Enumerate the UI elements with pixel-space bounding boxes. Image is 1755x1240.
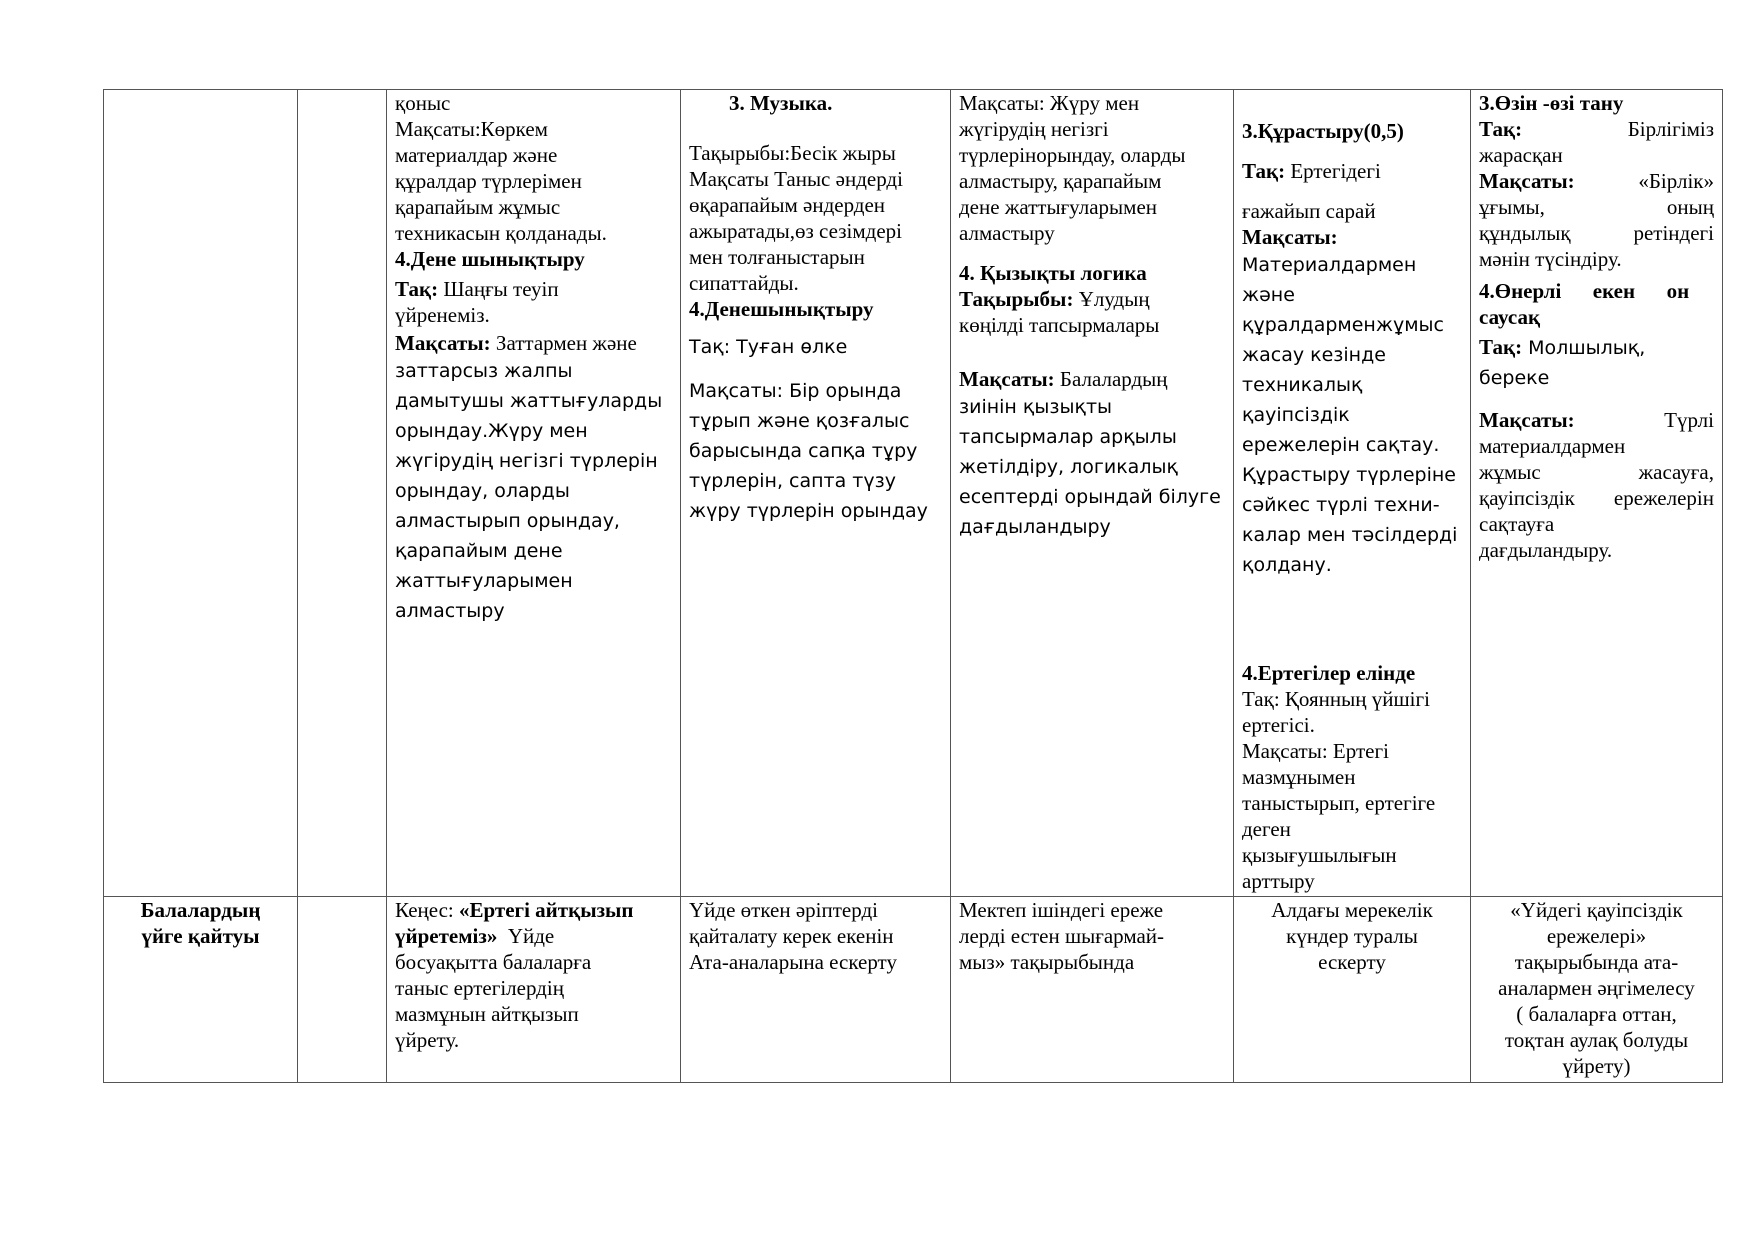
text-line: алмастырып орындау, bbox=[395, 510, 620, 532]
text-line: Алдағы мерекелік bbox=[1271, 898, 1433, 922]
value: Үйде bbox=[497, 924, 555, 948]
text-line: қауіпсіздік ережелерін bbox=[1479, 486, 1714, 510]
label: Тақырыбы: bbox=[959, 287, 1074, 311]
text-line: ( балаларға оттан, bbox=[1516, 1002, 1677, 1026]
table-cell bbox=[681, 897, 951, 1083]
row-label-cell bbox=[104, 897, 298, 1083]
table-row bbox=[104, 90, 1723, 897]
text-line: алмастыру, қарапайым bbox=[959, 169, 1162, 193]
text-line: жүру түрлерін орындау bbox=[689, 500, 928, 522]
text-line: Ата-аналарына ескерту bbox=[689, 950, 897, 974]
value: Бірлігіміз bbox=[1627, 117, 1714, 141]
text-line: сипаттайды. bbox=[689, 271, 799, 295]
text-line: лерді естен шығармай- bbox=[959, 924, 1165, 948]
text-line: Құрастыру түрлеріне bbox=[1242, 464, 1456, 486]
value: Заттармен және bbox=[490, 331, 637, 355]
section-title: 4.Денешынықтыру bbox=[689, 297, 874, 321]
text-line: дамытушы жаттығуларды bbox=[395, 390, 663, 412]
label: Мақсаты: bbox=[959, 367, 1055, 391]
text-line: ғажайып сарай bbox=[1242, 199, 1376, 223]
label: Тақ: bbox=[395, 277, 439, 301]
text-line: түрлерін, сапта түзу bbox=[689, 470, 896, 492]
text-line: мыз» тақырыбында bbox=[959, 950, 1135, 974]
text-line: Мақсаты: Ертегі bbox=[1242, 739, 1389, 763]
text-line: ертегісі. bbox=[1242, 713, 1315, 737]
empty-cell bbox=[298, 897, 387, 1083]
bold-text: үйретеміз» bbox=[395, 924, 498, 948]
text-line: алмастыру bbox=[395, 600, 505, 622]
text-line: арттыру bbox=[1242, 869, 1315, 893]
text-line: тұрып және қозғалыс bbox=[689, 410, 910, 432]
text-line: қарапайым жұмыс bbox=[395, 195, 561, 219]
value: Ұлудың bbox=[1073, 287, 1150, 311]
row-label-line: Балалардың bbox=[140, 898, 261, 922]
text-line: Мақсаты Таныс әндерді bbox=[689, 167, 903, 191]
text-line: сақтауға bbox=[1479, 512, 1555, 536]
text-line: таныс ертегілердің bbox=[395, 976, 564, 1000]
text-line: Материалдармен bbox=[1242, 254, 1417, 276]
text-line: тақырыбында ата- bbox=[1514, 950, 1679, 974]
value: Балалардың bbox=[1054, 367, 1168, 391]
text-line: орындау, оларды bbox=[395, 480, 570, 502]
text-line: үйрету) bbox=[1562, 1054, 1631, 1078]
value: Шаңғы теуіп bbox=[438, 277, 559, 301]
text-line: ұғымы, оның bbox=[1479, 195, 1714, 219]
text-line: дене жаттығуларымен bbox=[959, 195, 1158, 219]
table-cell bbox=[1471, 897, 1723, 1083]
text-line: мазмұнымен bbox=[1242, 765, 1356, 789]
text-line: материалдар және bbox=[395, 143, 558, 167]
text-line: қауіпсіздік bbox=[1242, 404, 1350, 426]
text-line bbox=[959, 366, 1225, 392]
label: Мақсаты: bbox=[395, 331, 491, 355]
text-line: күндер туралы bbox=[1286, 924, 1418, 948]
text-line: босуақытта балаларға bbox=[395, 950, 592, 974]
label: Тақ: bbox=[1479, 335, 1523, 359]
text-line: Мақсаты:Көркем bbox=[395, 117, 548, 141]
value: «Бірлік» bbox=[1638, 169, 1714, 193]
text-line: қоныс bbox=[395, 91, 451, 115]
text-line: Үйде өткен әріптерді bbox=[689, 898, 878, 922]
text-line: қайталату керек екенін bbox=[689, 924, 894, 948]
table-cell bbox=[951, 90, 1234, 897]
value: Түрлі bbox=[1664, 408, 1714, 432]
text-line: өқарапайым әндерден bbox=[689, 193, 886, 217]
table-cell bbox=[951, 897, 1234, 1083]
text-line: тапсырмалар арқылы bbox=[959, 426, 1177, 448]
text-line: түрлерінорындау, оларды bbox=[959, 143, 1186, 167]
text-line: аналармен әңгімелесу bbox=[1498, 976, 1695, 1000]
text-line: Тақ: Қоянның үйшігі bbox=[1242, 687, 1430, 711]
text-line: жұмыс жасауға, bbox=[1479, 460, 1714, 484]
text-line: дағдыландыру bbox=[959, 516, 1111, 538]
text-line: қызығушылығын bbox=[1242, 843, 1397, 867]
table-row bbox=[104, 897, 1723, 1083]
text-line: жарасқан bbox=[1479, 143, 1563, 167]
text-line: калар мен тәсілдерді bbox=[1242, 524, 1458, 546]
text-line: Тақ: Туған өлке bbox=[689, 336, 848, 358]
text-line: тоқтан аулақ болуды bbox=[1504, 1028, 1689, 1052]
text-line: алмастыру bbox=[959, 221, 1055, 245]
text-line: дағдыландыру. bbox=[1479, 538, 1613, 562]
text-line bbox=[1479, 407, 1714, 433]
text-line: ережелері» bbox=[1546, 924, 1647, 948]
text-line: ережелерін сақтау. bbox=[1242, 434, 1440, 456]
text-line: материалдармен bbox=[1479, 434, 1626, 458]
text-line: Мақсаты: Бір орында bbox=[689, 380, 902, 402]
text-line: құралдар түрлерімен bbox=[395, 169, 582, 193]
text-line bbox=[1479, 168, 1714, 194]
label: Тақ: bbox=[1242, 159, 1286, 183]
text-line bbox=[395, 276, 672, 302]
text-line: қолдану. bbox=[1242, 554, 1332, 576]
text-line bbox=[1479, 332, 1714, 363]
table-cell bbox=[387, 897, 681, 1083]
section-title: 4.Өнерлі екен он bbox=[1479, 279, 1690, 303]
text-line: және bbox=[1242, 284, 1295, 306]
text-line bbox=[1242, 158, 1462, 184]
section-title: 4. Қызықты логика bbox=[959, 261, 1147, 285]
text-line: заттарсыз жалпы bbox=[395, 360, 573, 382]
section-title: саусақ bbox=[1479, 305, 1541, 329]
label: Тақ: bbox=[1479, 117, 1523, 141]
value: Молшылық, bbox=[1522, 337, 1646, 359]
plan-table bbox=[103, 89, 1723, 1083]
text-line: Мектеп ішіндегі ереже bbox=[959, 898, 1164, 922]
text-line: сәйкес түрлі техни- bbox=[1242, 494, 1440, 516]
table-cell bbox=[1234, 90, 1471, 897]
text-line: есептерді орындай білуге bbox=[959, 486, 1221, 508]
text-line: үйрету. bbox=[395, 1028, 460, 1052]
text-line bbox=[395, 897, 672, 923]
text-line bbox=[1479, 116, 1714, 142]
row-label-line: үйге қайтуы bbox=[141, 924, 260, 948]
section-title: 3.Құрастыру(0,5) bbox=[1242, 119, 1404, 143]
text-line: үйренеміз. bbox=[395, 303, 490, 327]
text-line: жасау кезінде bbox=[1242, 344, 1386, 366]
text-line bbox=[395, 923, 672, 949]
value: Ертегідегі bbox=[1285, 159, 1381, 183]
text-line: жетілдіру, логикалық bbox=[959, 456, 1178, 478]
text-line: қарапайым дене bbox=[395, 540, 563, 562]
label: Мақсаты: bbox=[1479, 169, 1575, 193]
text-line: «Үйдегі қауіпсіздік bbox=[1510, 898, 1683, 922]
text-line: зиінін қызықты bbox=[959, 396, 1113, 418]
text-line: мен толғаныстарын bbox=[689, 245, 865, 269]
empty-cell bbox=[298, 90, 387, 897]
text-line: таныстырып, ертегіге bbox=[1242, 791, 1436, 815]
bold-text: «Ертегі айтқызып bbox=[459, 898, 634, 922]
table-cell bbox=[681, 90, 951, 897]
text-line: құндылық ретіндегі bbox=[1479, 221, 1714, 245]
text-line: барысында сапқа тұру bbox=[689, 440, 918, 462]
section-title: 3.Өзін -өзі тану bbox=[1479, 91, 1624, 115]
table-cell bbox=[1471, 90, 1723, 897]
text-line: құралдарменжұмыс bbox=[1242, 314, 1444, 336]
text-line: ескерту bbox=[1318, 950, 1386, 974]
text-line bbox=[959, 286, 1225, 312]
text-line: техникасын қолданады. bbox=[395, 221, 607, 245]
text-line: Тақырыбы:Бесік жыры bbox=[689, 141, 896, 165]
text-line: жүгірудің негізгі түрлерін bbox=[395, 450, 658, 472]
text-line: техникалық bbox=[1242, 374, 1363, 396]
text-line: береке bbox=[1479, 367, 1550, 389]
section-title: 3. Музыка. bbox=[729, 91, 833, 115]
text-line bbox=[395, 330, 672, 356]
empty-cell bbox=[104, 90, 298, 897]
text-line: орындау.Жүру мен bbox=[395, 420, 588, 442]
text-line: мазмұнын айтқызып bbox=[395, 1002, 579, 1026]
text-line: ажыратады,өз сезімдері bbox=[689, 219, 902, 243]
label: Мақсаты: bbox=[1242, 225, 1338, 249]
text-line: жаттығуларымен bbox=[395, 570, 573, 592]
text-line: деген bbox=[1242, 817, 1291, 841]
section-title: 4.Ертегілер елінде bbox=[1242, 661, 1416, 685]
text-line: көңілді тапсырмалары bbox=[959, 313, 1160, 337]
label: Мақсаты: bbox=[1479, 408, 1575, 432]
section-title: 4.Дене шынықтыру bbox=[395, 247, 585, 271]
table-cell bbox=[1234, 897, 1471, 1083]
prefix: Кеңес: bbox=[395, 898, 460, 922]
text-line: жүгірудің негізгі bbox=[959, 117, 1109, 141]
text-line: мәнін түсіндіру. bbox=[1479, 247, 1622, 271]
text-line: Мақсаты: Жүру мен bbox=[959, 91, 1140, 115]
table-cell bbox=[387, 90, 681, 897]
